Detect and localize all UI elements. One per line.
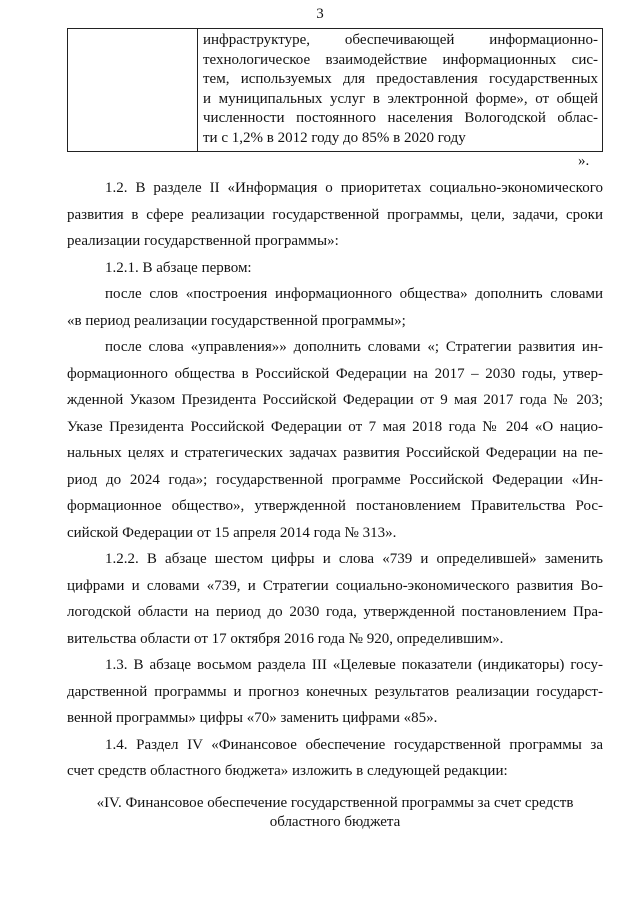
text-line: 1.2.2. В абзаце шестом цифры и слова «739 и определившей» заменить <box>105 551 603 567</box>
table-line: тем, используемых для предоставления государственных <box>203 71 598 87</box>
text-line: 1.3. В абзаце восьмом раздела III «Целевые показатели (индикаторы) госу- <box>105 657 603 673</box>
text-line: «в период реализации государственной программы»; <box>67 312 406 329</box>
text-line: жденной Указом Президента Российской Федерации от 9 мая 2017 года № 203; <box>67 392 603 408</box>
document-body <box>67 175 603 785</box>
text-line: 1.4. Раздел IV «Финансовое обеспечение государственной программы за <box>105 736 603 753</box>
table-line: инфраструктуре, обеспечивающей информационно- <box>203 32 598 48</box>
table-line: и муниципальных услуг в электронной форме», от общей <box>203 90 598 107</box>
page-number: 3 <box>316 6 324 22</box>
text-line: счет средств областного бюджета» изложить в следующей редакции: <box>67 763 508 779</box>
text-line: после слова «управления»» дополнить словами «; Стратегии развития ин- <box>105 339 603 355</box>
text-line: риод до 2024 года»; государственной программе Российской Федерации «Ин- <box>67 471 603 488</box>
paragraph-after-word <box>67 334 603 546</box>
text-line: венной программы» цифры «70» заменить цифрами «85». <box>67 710 438 726</box>
text-line: после слов «построения информационного общества» дополнить словами <box>105 286 603 302</box>
text-line: сийской Федерации от 15 апреля 2014 года № 313». <box>67 524 397 541</box>
text-line: формационного общества в Российской Федерации на 2017 – 2030 годы, утвер- <box>67 365 603 382</box>
text-line: 1.2. В разделе II «Информация о приоритетах социально-экономического <box>105 180 603 196</box>
text-line: дарственной программы и прогноз конечных результатов реализации государст- <box>67 683 603 700</box>
text-line: развития в сфере реализации государственной программы, цели, задачи, сроки <box>67 206 603 223</box>
paragraph-1-2-1 <box>67 255 603 282</box>
text-line: цифрами и словами «739, и Стратегии социально-экономического развития Во- <box>67 577 603 594</box>
paragraph-1-3 <box>67 652 603 732</box>
table-empty-cell <box>68 29 198 151</box>
closing-quote: ». <box>578 153 590 169</box>
text-line: реализации государственной программы»: <box>67 233 339 249</box>
heading-line: областного бюджета <box>269 814 401 830</box>
paragraph-1-2-2 <box>67 546 603 652</box>
section-heading <box>67 794 603 832</box>
table-line: технологическое взаимодействие информационных сис- <box>203 51 598 68</box>
text-line: нальных целях и стратегических задачах развития Российской Федерации на пе- <box>67 445 603 461</box>
text-line: логодской области на период до 2030 года, утвержденной постановлением Пра- <box>67 604 603 620</box>
text-line: вительства области от 17 октября 2016 года № 920, определившим». <box>67 630 504 647</box>
indicator-table <box>67 28 603 152</box>
paragraph-1-2 <box>67 175 603 255</box>
text-line: Указе Президента Российской Федерации от 7 мая 2018 года № 204 «О нацио- <box>67 418 603 435</box>
heading-line: «IV. Финансовое обеспечение государственной программы за счет средств <box>96 795 574 811</box>
table-line: ти с 1,2% в 2012 году до 85% в 2020 году <box>203 129 466 146</box>
paragraph-after-words <box>67 281 603 334</box>
table-line: численности постоянного населения Вологодской облас- <box>203 110 598 126</box>
paragraph-1-4 <box>67 732 603 785</box>
table-text-cell <box>198 29 602 148</box>
text-line: формационное общество», утвержденной постановлением Правительства Рос- <box>67 498 603 514</box>
text-line: 1.2.1. В абзаце первом: <box>105 259 252 276</box>
